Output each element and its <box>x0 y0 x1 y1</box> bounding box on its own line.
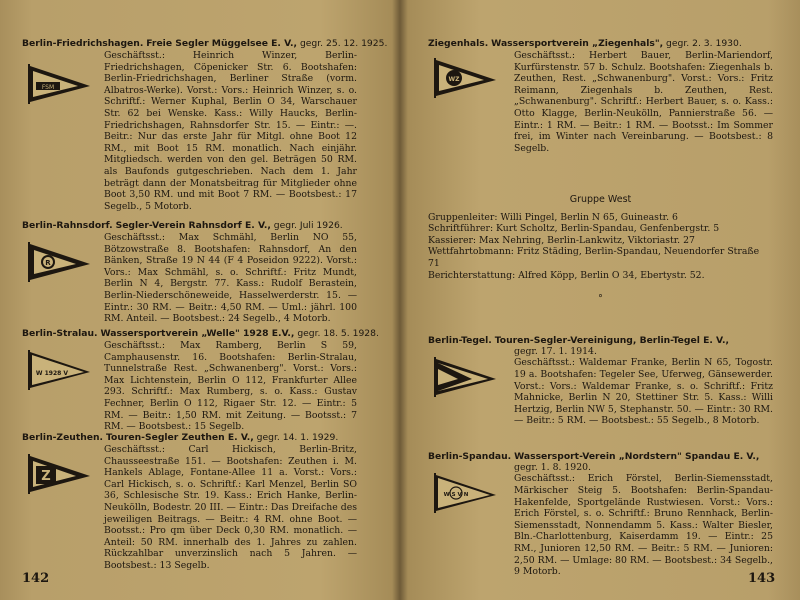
entry-founded: gegr. Juli 1926. <box>273 220 343 231</box>
entry-place: Berlin-Rahnsdorf. <box>22 220 113 231</box>
entry-place: Berlin-Spandau. <box>428 450 512 462</box>
entry-text: Geschäftsst.: Waldemar Franke, Berlin N 65, Togostr. 19 a. Bootshafen: Tegeler See, Uferweg, Gänsewerder. Vorst.: Vors.: Waldemar Franke, s. o. Schriftf.: Fritz Mahnicke, Berlin N 20, Stettiner Str. 5. Kass.: Willi Hertzig, Berlin NW 5, Stephanstr. 50. — Eintr.: 30 RM. — Beitr.: 5 RM. — Bootsbest.: 55 Segelb., 8 Motorb. <box>514 357 773 427</box>
entry-place: Ziegenhals. <box>428 38 489 49</box>
entry-header <box>22 220 357 232</box>
group-line: Wettfahrtobmann: Fritz Städing, Berlin-Spandau, Neuendorfer Straße 71 <box>428 246 760 269</box>
left-page <box>22 38 388 588</box>
club-pennant-icon <box>26 240 92 284</box>
entry-header <box>428 38 773 50</box>
entry-header <box>22 432 357 444</box>
entry-place: Berlin-Friedrichshagen. <box>22 38 144 49</box>
entry-header <box>22 328 379 340</box>
entry-club: Touren-Segler-Vereinigung, Berlin-Tegel E. V., <box>494 334 729 346</box>
entry-place: Berlin-Zeuthen. <box>22 432 104 443</box>
entry-text: Geschäftsst.: Carl Hickisch, Berlin-Britz, Chausseestraße 151. — Bootshafen: Zeuthen i. M. Hankels Ablage, Fontane-Allee 11 a. Vorst.: Vors.: Carl Hickisch, s. o. Schriftf.: Karl Menzel, Berlin SO 36, Schlesische Str. 19. Kass.: Erich Hanke, Berlin-Neukölln, Bodestr. 20 III. — Eintr.: Das Dreifache des jeweiligen Beitrags. — Beitr.: 4 RM. ohne Boot. — Bootsst.: Pro qm über Deck 0,30 RM. monatlich. — Anteil: 50 RM. innerhalb des 1. Jahres zu zahlen. Rückzahlbar unverzinslich nach 5 Jahren. — Bootsbest.: 13 Segelb. <box>104 444 357 571</box>
entry-founded: gegr. 14. 1. 1929. <box>256 432 339 443</box>
pennant-text: WZ <box>448 76 460 83</box>
club-pennant-icon <box>26 348 92 392</box>
club-pennant-icon <box>432 471 498 515</box>
club-entry <box>22 432 357 572</box>
right-page <box>428 38 776 588</box>
group-line: Berichterstattung: Alfred Köpp, Berlin O 34, Ebertystr. 52. <box>428 269 705 281</box>
entry-text: Geschäftsst.: Herbert Bauer, Berlin-Mariendorf, Kurfürstenstr. 57 b. Schulz. Bootshafen: Ziegenhals b. Zeuthen, Rest. „Schwanenburg". Vorst.: Vors.: Fritz Reimann, Ziegenhals b. Zeuthen, Rest. „Schwanenburg". Schriftf.: Herbert Bauer, s. o. Kass.: Otto Klagge, Berlin-Neukölln, Pannierstraße 56. — Eintr.: 1 RM. — Beitr.: 1 RM. — Bootsst.: Im Sommer frei, im Winter nach Vereinbarung. — Bootsbest.: 8 Segelb. <box>514 50 773 154</box>
entry-text: Geschäftsst.: Max Ramberg, Berlin S 59, Camphausenstr. 16. Bootshafen: Berlin-Stralau, Tunnelstraße Rest. „Schwanenberg". Vorst.: Vors.: Max Lichtenstein, Berlin O 112, Frankfurter Allee 293. Schriftf.: Max Rumberg, s. o. Kass.: Gustav Fechner, Berlin O 112, Rigaer Str. 12. — Eintr.: 5 RM. — Beitr.: 1,50 RM. mit Zeitung. — Bootsst.: 7 RM. — Bootsbest.: 15 Segelb. <box>104 340 357 433</box>
pennant-text: R <box>45 259 51 267</box>
entry-founded: gegr. 17. 1. 1914. <box>514 345 597 357</box>
club-pennant-icon <box>432 355 498 399</box>
club-entry <box>428 335 773 445</box>
entry-founded: gegr. 2. 3. 1930. <box>666 38 742 49</box>
club-pennant-icon <box>26 62 92 106</box>
group-line: Kassierer: Max Nehring, Berlin-Lankwitz, Viktoriastr. 27 <box>428 234 695 246</box>
entry-founded: gegr. 1. 8. 1920. <box>514 461 592 473</box>
entry-text: Geschäftsst.: Erich Förstel, Berlin-Siemensstadt, Märkischer Steig 5. Bootshafen: Berlin-Spandau-Hakenfelde, Sportgelände Rustwiesen. Vorst.: Vors.: Erich Förstel, s. o. Schriftf.: Bruno Rennhack, Berlin-Siemensstadt, Nonnendamm 5. Kass.: Walter Biesler, Bln.-Charlottenburg, Kaiserdamm 19. — Eintr.: 25 RM., Junioren 12,50 RM. — Beitr.: 5 RM. — Junioren: 2,50 RM. — Umlage: 80 RM. — Bootsbest.: 34 Segelb., 9 Motorb. <box>514 473 773 578</box>
group-line: Schriftführer: Kurt Scholtz, Berlin-Spandau, Genfenbergstr. 5 <box>428 223 720 235</box>
club-entry <box>22 328 379 433</box>
group-heading: Gruppe West <box>569 194 632 205</box>
entry-club: Segler-Verein Rahnsdorf E. V., <box>115 220 271 231</box>
club-pennant-icon <box>432 56 498 100</box>
page-number: 143 <box>748 571 776 586</box>
entry-founded: gegr. 25. 12. 1925. <box>299 38 388 49</box>
pennant-text: W S V N <box>443 491 469 498</box>
pennant-text: Z <box>41 469 51 484</box>
entry-text: Geschäftsst.: Max Schmähl, Berlin NO 55, Bötzowstraße 8. Bootshafen: Rahnsdorf, An den Bänken, Straße 19 N 44 (F 4 Poseidon 9222). Vorst.: Vors.: Max Schmähl, s. o. Schriftf.: Fritz Mundt, Berlin N 4, Bergstr. 77. Kass.: Rudolf Berastein, Berlin-Niederschöneweide, Hasselwerderstr. 15. — Eintr.: 30 RM. — Beitr.: 4,50 RM. — Uml.: jährl. 100 RM. Anteil. — Bootsbest.: 24 Segelb., 4 Motorb. <box>104 232 357 325</box>
entry-header <box>428 451 773 463</box>
club-pennant-icon <box>26 452 92 496</box>
entry-club: Wassersportverein „Welle" 1928 E.V., <box>100 328 295 339</box>
entry-founded: gegr. 18. 5. 1928. <box>297 328 379 339</box>
page-number: 142 <box>22 571 50 586</box>
entry-header <box>428 335 773 347</box>
entry-place: Berlin-Stralau. <box>22 328 98 339</box>
club-entry <box>428 451 773 578</box>
pennant-text: W 1928 V <box>35 370 69 377</box>
club-entry <box>22 38 388 214</box>
group-line: Gruppenleiter: Willi Pingel, Berlin N 65, Guineastr. 6 <box>428 211 678 223</box>
pennant-text: FSM <box>41 84 55 91</box>
entry-club: Touren-Segler Zeuthen E. V., <box>105 432 254 443</box>
ornament: ° <box>598 293 603 305</box>
entry-club: Wassersportverein „Ziegenhals", <box>491 38 664 49</box>
entry-text: Geschäftsst.: Heinrich Winzer, Berlin-Friedrichshagen, Cöpenicker Str. 6. Bootshafen: Berlin-Friedrichshagen, Berliner Straße (vorm. Albatros-Werke). Vorst.: Vors.: Heinrich Winzer, s. o. Schriftf.: Werner Kuphal, Berlin O 34, Warschauer Str. 62 bei Wenske. Kass.: Willy Haucks, Berlin-Friedrichshagen, Rahnsdorfer Str. 15. — Eintr.: —. Beitr.: Nur das erste Jahr für Mitgl. ohne Boot 12 RM., mit Boot 15 RM. monatlich. Nach einjähr. Mitgliedsch. werden von den gel. Beträgen 50 RM. als Baufonds gutgeschrieben. Nach dem 1. Jahr beträgt dann der Monatsbeitrag für Mitglieder ohne Boot 3,50 RM. und mit Boot 7 RM. — Bootsbest.: 17 Segelb., 5 Motorb. <box>104 50 357 212</box>
entry-club: Wassersport-Verein „Nordstern" Spandau E. V., <box>514 450 760 462</box>
club-entry <box>22 220 357 325</box>
club-entry <box>428 38 773 170</box>
entry-club: Freie Segler Müggelsee E. V., <box>146 38 298 49</box>
entry-header <box>22 38 388 50</box>
entry-place: Berlin-Tegel. <box>428 334 492 346</box>
